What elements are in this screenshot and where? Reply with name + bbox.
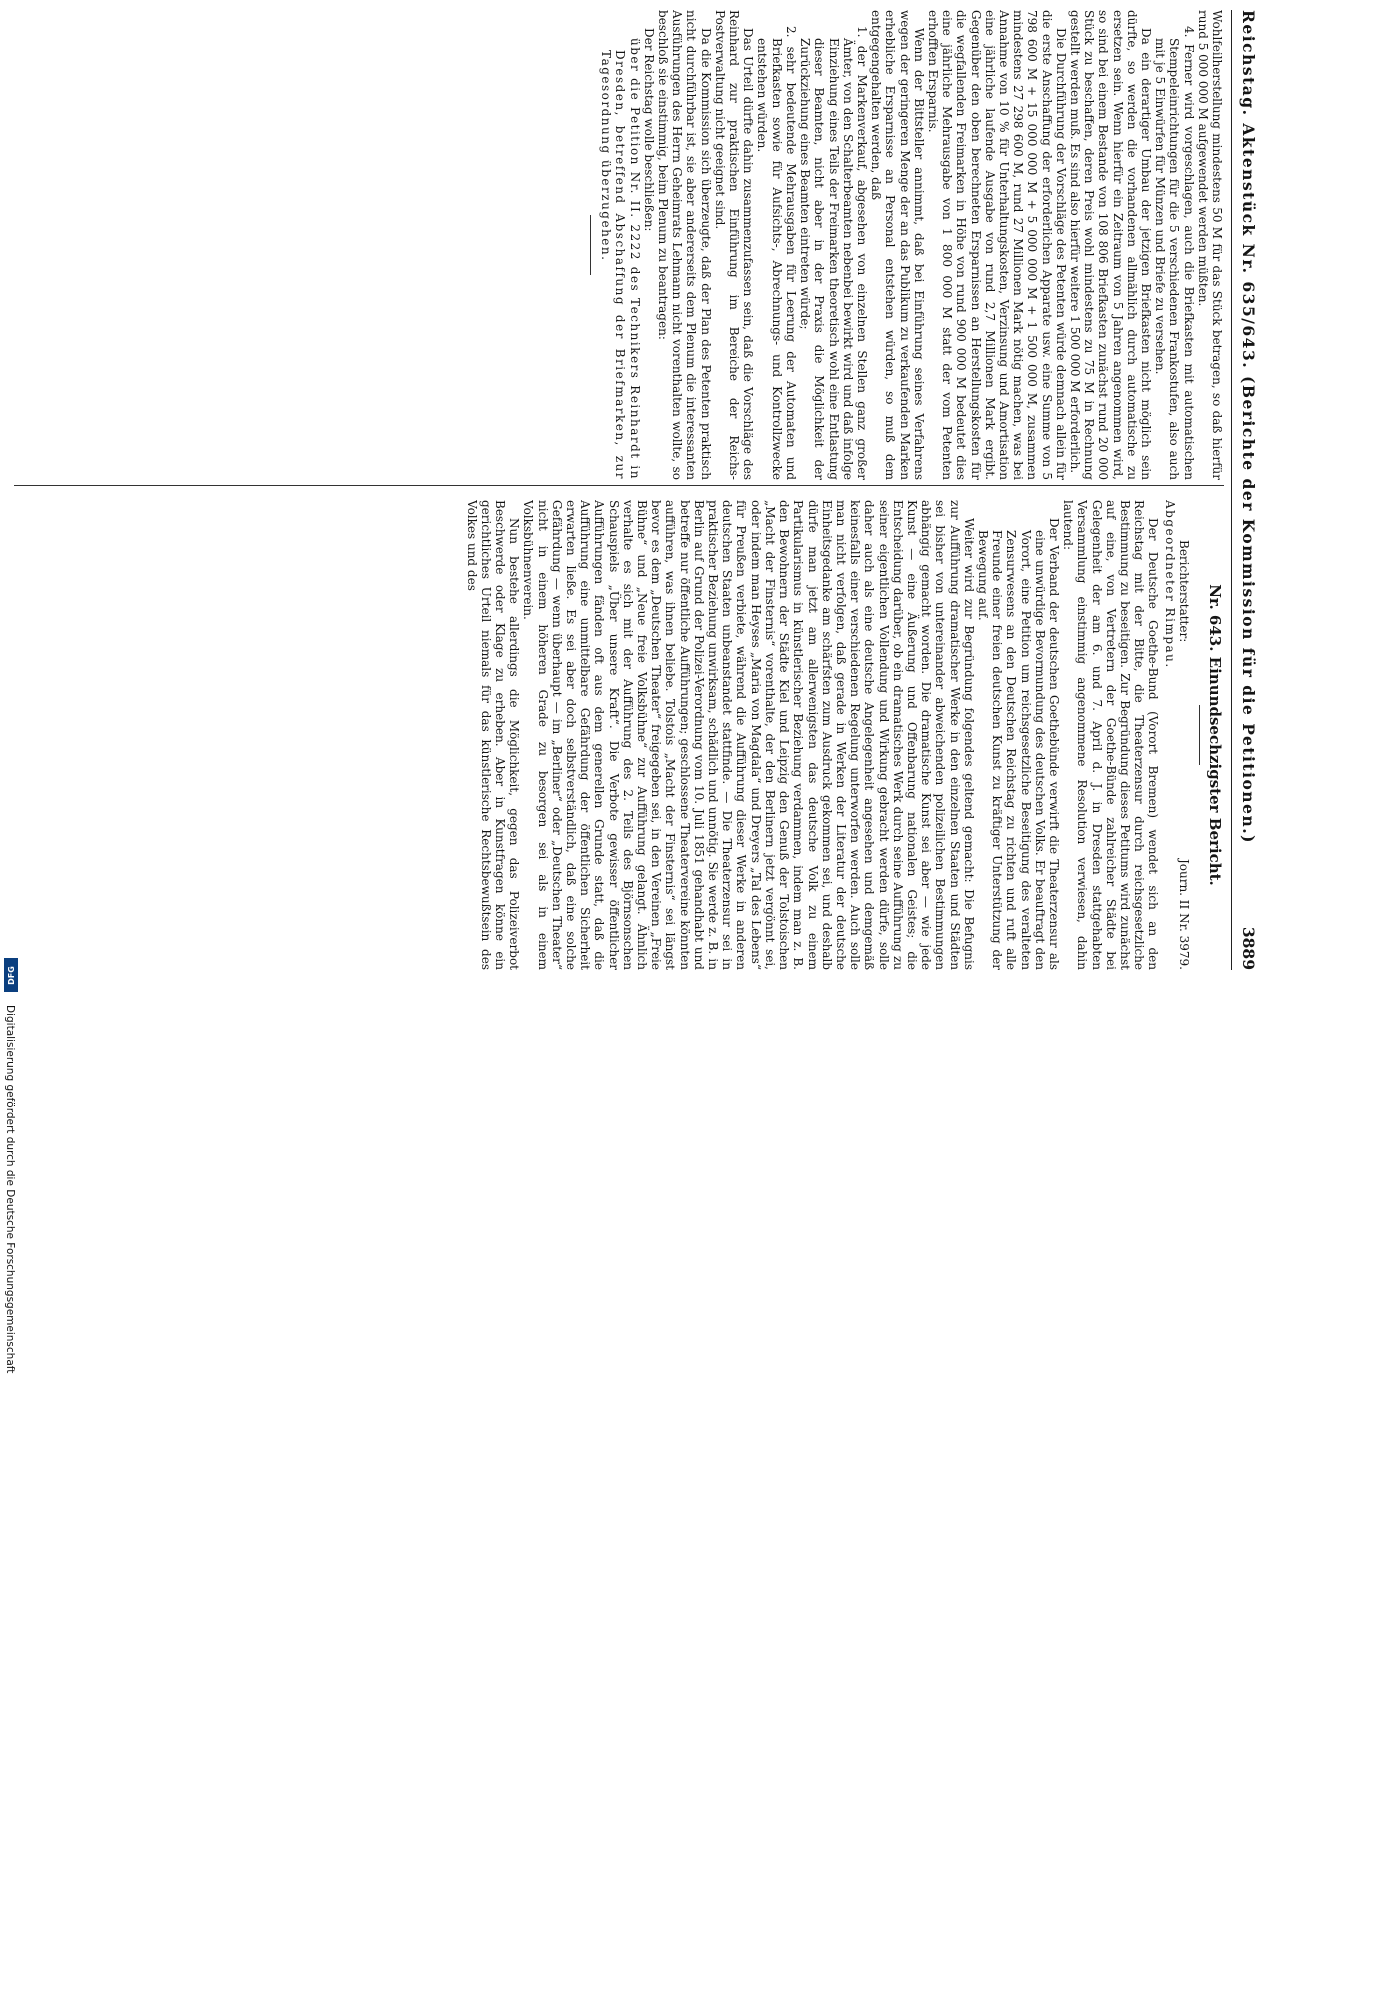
running-head: Reichstag. Aktenstück Nr. 635/643. (Berichte der Kommission für die Petitionen.) bbox=[1239, 10, 1258, 844]
paragraph: Wohlfeilherstellung mindestens 50 M für das Stück betragen, so daß hierfür rund 5 000 000 M aufgewendet werden müßten. bbox=[1195, 10, 1224, 480]
paragraph: Da ein derartiger Umbau der jetzigen Briefkasten nicht möglich sein dürfte, so werden die vorhandenen allmählich durch automatische zu ersetzen sein. Wenn hierfür ein Zeitraum von 5 Jahren angenommen wird, so sind bei einem Bestande von 108 806 Briefkasten zunächst rund 20 000 Stück zu beschaffen, deren Preis wohl mindestens zu 75 M in Rechnung gestellt werden muß. Es sind also hierfür weitere 1 500 000 M erforderlich. bbox=[1067, 10, 1153, 480]
dfg-logo-text: DFG bbox=[6, 965, 16, 985]
title-rule bbox=[1199, 705, 1200, 765]
reporter-name: Abgeordneter Rimpau. bbox=[1162, 500, 1177, 669]
dfg-logo bbox=[4, 958, 18, 992]
reporter-label: Berichterstatter: bbox=[1176, 540, 1191, 643]
reporter-line bbox=[1162, 500, 1190, 970]
page-number: 3889 bbox=[1239, 926, 1258, 970]
resolution-text: über die Petition Nr. II. 2222 des Technikers Reinhardt in Dresden, betreffend Abschaffung der Briefmarken, zur Tagesordnung überzugehen. bbox=[599, 38, 642, 480]
section-rule bbox=[590, 215, 591, 275]
journal-number: Journ. II Nr. 3979. bbox=[1176, 858, 1191, 970]
list-item: 4. Ferner wird vorgeschlagen, auch die Briefkasten mit automatischen Stempeleinrichtungen für die 5 verschiedenen Frankostufen, also auch mit je 5 Einwürfen für Münzen und Briefe zu versehen. bbox=[1153, 26, 1196, 480]
right-column bbox=[14, 500, 1224, 970]
left-column bbox=[14, 10, 1224, 480]
document-page bbox=[0, 0, 1280, 990]
paragraph: Der Deutsche Goethe-Bund (Vorort Bremen) wendet sich an den Reichstag mit der Bitte, die Theaterzensur durch reichsgesetzliche Bestimmung zu beseitigen. Zur Begründung dieses Petitums wird zunächst auf eine, von Vertretern der Goethe-Bünde zahlreicher Städte bei Gelegenheit der am 6. und 7. April d. J. in Dresden stattgehabten Versammlung einstimmig angenommene Resolution verwiesen, dahin lautend: bbox=[1061, 500, 1161, 970]
paragraph: Wenn der Bittsteller annimmt, daß bei Einführung seines Verfahrens wegen der geringeren Menge der an das Publikum zu verkaufenden Marken erhebliche Ersparnisse an Personal entstehen würden, so muß dem entgegengehalten werden, daß bbox=[869, 10, 926, 480]
paragraph: Nun bestehe allerdings die Möglichkeit, gegen das Polizeiverbot Beschwerde oder Klage zu erheben. Aber in Kunstfragen könne ein gerichtliches Urteil niemals für das künstlerische Rechtsbewußtsein des Volkes und des bbox=[464, 500, 522, 970]
header-rule bbox=[1231, 10, 1232, 970]
paragraph: Die Durchführung der Vorschläge des Petenten würde demnach allein für die erste Anschaffung der erforderlichen Apparate usw. eine Summe von 5 798 600 M + 15 000 000 M + 5 000 000 M + 1 500 000 M, zusammen mindestens 27 298 600 M, rund 27 Millionen Mark nötig machen, was bei Annahme von 10 % für Unterhaltungskosten, Verzinsung und Amortisation eine jährliche laufende Ausgabe von rund 2,7 Millionen Mark ergibt. Gegenüber den oben berechneten Ersparnissen an Herstellungskosten für die wegfallenden Freimarken in Höhe von rund 900 000 M bedeutet dies eine jährliche Mehrausgabe von 1 800 000 M statt der vom Petenten erhofften Ersparnis. bbox=[925, 10, 1068, 480]
resolution-quote: Der Verband der deutschen Goethebünde verwirft die Theaterzensur als eine unwürdige Bevormundung des deutschen Volks. Er beauftragt den Vorort, eine Petition um reichsgesetzliche Beseitigung des veralteten Zensurwesens an den Deutschen Reichstag zu richten und ruft alle Freunde einer freien deutschen Kunst zu kräftiger Unterstützung der Bewegung auf. bbox=[975, 518, 1061, 970]
digitization-stamp bbox=[0, 1005, 22, 2000]
list-item: 1. der Markenverkauf, abgesehen von einzelnen Stellen ganz großer Ämter, von den Schalterbeamten nebenbei bewirkt wird und daß infolge Einziehung eines Teils der Freimarken theoretisch wohl eine Entlastung dieser Beamten, nicht aber in der Praxis die Möglichkeit der Zurückziehung eines Beamten eintreten würde; bbox=[798, 26, 869, 480]
paragraph: Da die Kommission sich überzeugte, daß der Plan des Petenten praktisch nicht durchführbar ist, sie aber andererseits dem Plenum die interessanten Ausführungen des Herrn Geheimrats Lehmann nicht vorenthalten wollte, so beschloß sie einstimmig, beim Plenum zu beantragen: bbox=[656, 10, 713, 480]
page-header bbox=[1232, 10, 1268, 970]
column-divider bbox=[14, 485, 1224, 486]
paragraph: Das Urteil dürfte dahin zusammenzufassen sein, daß die Vorschläge des Reinhard zur praktischen Einführung im Bereiche der Reichs-Postverwaltung nicht geeignet sind. bbox=[712, 10, 756, 480]
list-item: 2. sehr bedeutende Mehrausgaben für Leerung der Automaten und Briefkasten sowie für Aufsichts-, Abrechnungs- und Kontrollzwecke entstehen würden. bbox=[755, 26, 798, 480]
paragraph: Weiter wird zur Begründung folgendes geltend gemacht: Die Befugnis zur Aufführung dramatischer Werke in den einzelnen Staaten und Städten sei bisher von untereinander abweichenden polizeilichen Bestimmungen abhängig gemacht worden. Die dramatische Kunst sei aber — wie jede Kunst — eine Äußerung und Offenbarung nationalen Geistes; die Entscheidung darüber, ob ein dramatisches Werk durch seine Aufführung zu seiner eigentlichen Vollendung und Wirkung gebracht werden dürfe, solle daher auch als eine deutsche Angelegenheit angesehen und demgemäß keinesfalls einer verschiedenen Regelung unterworfen werden. Auch solle man nicht verfolgen, daß gerade in Werken der Literatur der deutsche Einheitsgedanke am schärfsten zum Ausdruck gekommen sei, und deshalb dürfe man jetzt am allerwenigsten das deutsche Volk zu einem Partikularismus in künstlerischer Beziehung verdammen, indem man z. B. den Bewohnern der Städte Kiel und Leipzig den Genuß der Tolstoischen „Macht der Finsternis“ vorenthalte, der den Berlinern jetzt vergönnt sei, oder indem man Heyses „Maria von Magdala“ und Dreyers „Tal des Lebens“ für Preußen verbiete, während die Aufführung dieser Werke in anderen deutschen Staaten unbeanstandet stattfinde. — Die Theaterzensur sei in praktischer Beziehung unwirksam, schädlich und unnötig. Sie werde z. B. in Berlin auf Grund der Polizei-Verordnung vom 10. Juli 1851 gehandhabt und betreffe nur öffentliche Aufführungen; geschlossene Theatervereine könnten aufführen, was ihnen beliebe. Tolstois „Macht der Finsternis“ sei längst bevor es dem „Deutschen Theater“ freigegeben sei, in den Vereinen „Freie Bühne“ und „Neue freie Volksbühne“ zur Aufführung gelangt. Ähnlich verhalte es sich mit der Aufführung des 2. Teils des Björnsonschen Schauspiels „Über unsere Kraft“. Die Verbote gewisser öffentlicher Aufführungen fänden oft aus dem generellen Grunde statt, daß die Aufführung eine unmittelbare Gefährdung der öffentlichen Sicherheit erwarten ließe. Es sei aber doch selbstverständlich, daß eine solche Gefährdung — wenn überhaupt — im „Berliner“ oder „Deutschen Theater“ nicht in einem höheren Grade zu besorgen sei als in einem Volksbühnenverein. bbox=[521, 500, 976, 970]
resolution-intro: Der Reichstag wolle beschließen: bbox=[641, 28, 656, 232]
stamp-text: Digitalisierung gefördert durch die Deutsche Forschungsgemeinschaft bbox=[4, 1005, 16, 1374]
report-title: Nr. 643. Einundsechzigster Bericht. bbox=[1206, 584, 1224, 886]
